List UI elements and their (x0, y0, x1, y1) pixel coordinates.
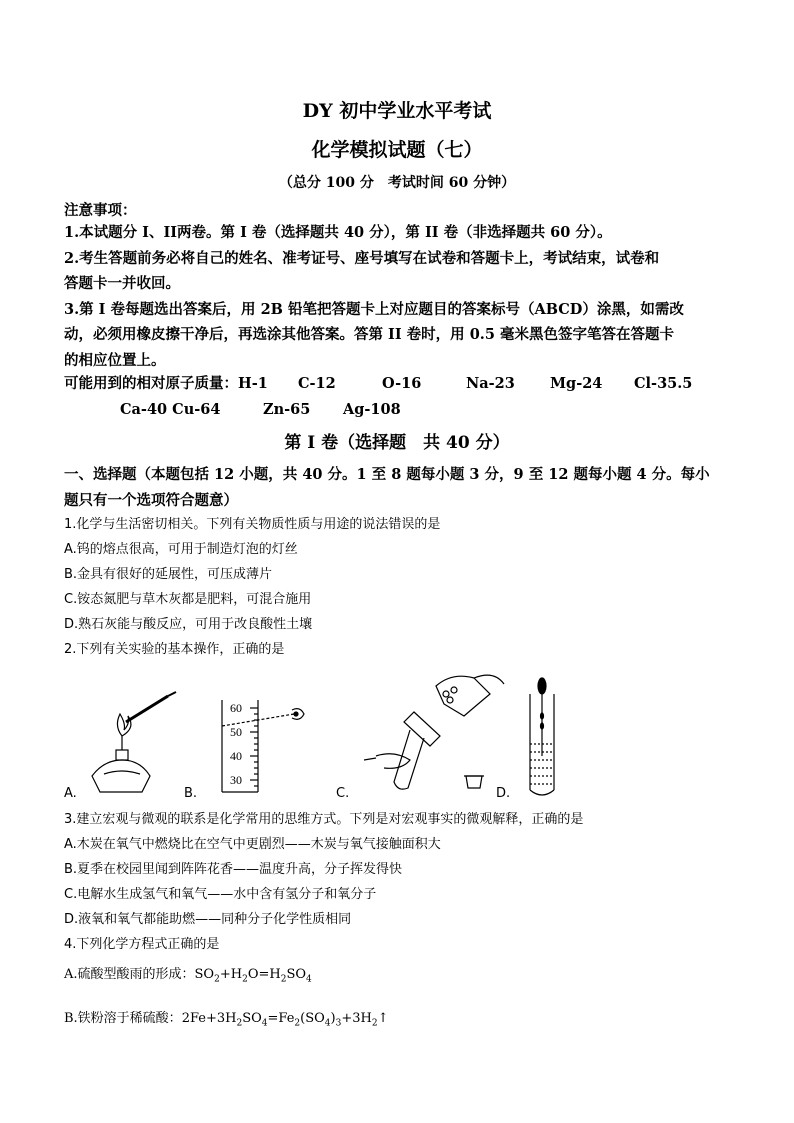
notice-line: 答题卡一并收回。 (64, 275, 180, 292)
cylinder-tick-30: 30 (230, 773, 242, 787)
q4-option-a (64, 963, 312, 985)
figure-label-d: D. (496, 786, 511, 801)
atom-na: Na-23 (466, 375, 515, 392)
question-stem: 3.建立宏观与微观的联系是化学常用的思维方式。下列是对宏观事实的微观解释，正确的是 (64, 812, 584, 827)
atom-h: H-1 (238, 375, 268, 392)
option-a: A.木炭在氧气中燃烧比在空气中更剧烈——木炭与氧气接触面积大 (64, 837, 441, 852)
question-stem: 1.化学与生活密切相关。下列有关物质性质与用途的说法错误的是 (64, 517, 441, 532)
atom-zn: Zn-65 (263, 400, 311, 418)
cylinder-tick-50: 50 (230, 725, 242, 739)
option-c: C.铵态氮肥与草木灰都是肥料，可混合施用 (64, 592, 312, 607)
figure-label-a: A. (64, 786, 77, 801)
atom-mg: Mg-24 (550, 375, 603, 392)
notice-list (64, 220, 734, 373)
notice-line: 的相应位置上。 (64, 351, 166, 369)
notice-line: 2.考生答题前务必将自己的姓名、准考证号、座号填写在试卷和答题卡上，考试结束，试卷和 (64, 249, 660, 267)
q4-option-b-prefix: B.铁粉溶于稀硫酸： (64, 1011, 182, 1026)
figure-label-c: C. (336, 786, 350, 801)
option-c: C.电解水生成氢气和氧气——水中含有氢分子和氧分子 (64, 887, 377, 902)
notice-line: 1.本试题分 I、II两卷。第 I 卷（选择题共 40 分），第 II 卷（非选择题共 60 分）。 (64, 224, 612, 241)
option-d: D.熟石灰能与酸反应，可用于改良酸性土壤 (64, 617, 313, 632)
alcohol-lamp-figure (92, 692, 176, 792)
experiment-figures (64, 664, 664, 804)
atom-ca-cu: Ca-40 Cu-64 (120, 400, 221, 418)
dropper-figure (530, 678, 554, 795)
q4-option-b (64, 1007, 389, 1029)
question-stem: 2.下列有关实验的基本操作，正确的是 (64, 642, 285, 657)
section-intro-line: 题只有一个选项符合题意） (64, 491, 238, 509)
equation-b: $2Fe+3H_2SO_4=Fe_2(SO_4)_3+3H_2↑$ (181, 1011, 389, 1029)
option-b: B.金具有很好的延展性，可压成薄片 (64, 567, 273, 582)
atom-o: O-16 (382, 375, 422, 392)
equation-a: $SO_2+H_2O=H_2SO_4$ (194, 967, 312, 985)
section-title: 第 I 卷（选择题 共 40 分） (284, 433, 510, 453)
atomic-masses-label: 可能用到的相对原子质量： (64, 375, 238, 392)
exam-title: DY 初中学业水平考试 (302, 100, 492, 122)
section-intro-line: 一、选择题（本题包括 12 小题，共 40 分。1 至 8 题每小题 3 分，9 至 12 题每小题 4 分。每小 (64, 466, 710, 483)
figure-label-b: B. (184, 786, 198, 801)
cylinder-tick-40: 40 (230, 749, 242, 763)
section-intro (64, 462, 734, 513)
exam-subtitle: 化学模拟试题（七） (311, 139, 483, 161)
notice-line: 3.第 I 卷每题选出答案后，用 2B 铅笔把答题卡上对应题目的答案标号（ABCD）涂黑，如需改 (64, 300, 684, 318)
atom-c: C-12 (298, 375, 336, 392)
atomic-masses (64, 371, 734, 422)
atom-ag: Ag-108 (343, 400, 401, 418)
question-3 (64, 807, 734, 957)
question-1 (64, 512, 734, 662)
notice-title: 注意事项： (64, 202, 137, 219)
option-b: B.夏季在校园里闻到阵阵花香——温度升高，分子挥发得快 (64, 862, 403, 877)
atom-cl: Cl-35.5 (634, 375, 693, 392)
option-a: A.钨的熔点很高，可用于制造灯泡的灯丝 (64, 542, 298, 557)
notice-line: 动，必须用橡皮擦干净后，再选涂其他答案。答第 II 卷时，用 0.5 毫米黑色签字笔答在答题卡 (64, 326, 674, 343)
option-d: D.液氧和氧气都能助燃——同种分子化学性质相同 (64, 912, 352, 927)
q4-option-a-prefix: A.硫酸型酸雨的形成： (64, 967, 195, 982)
pouring-figure (364, 675, 504, 789)
question-stem: 4.下列化学方程式正确的是 (64, 937, 220, 952)
exam-info: （总分 100 分 考试时间 60 分钟） (278, 175, 516, 191)
cylinder-tick-60: 60 (230, 701, 242, 715)
